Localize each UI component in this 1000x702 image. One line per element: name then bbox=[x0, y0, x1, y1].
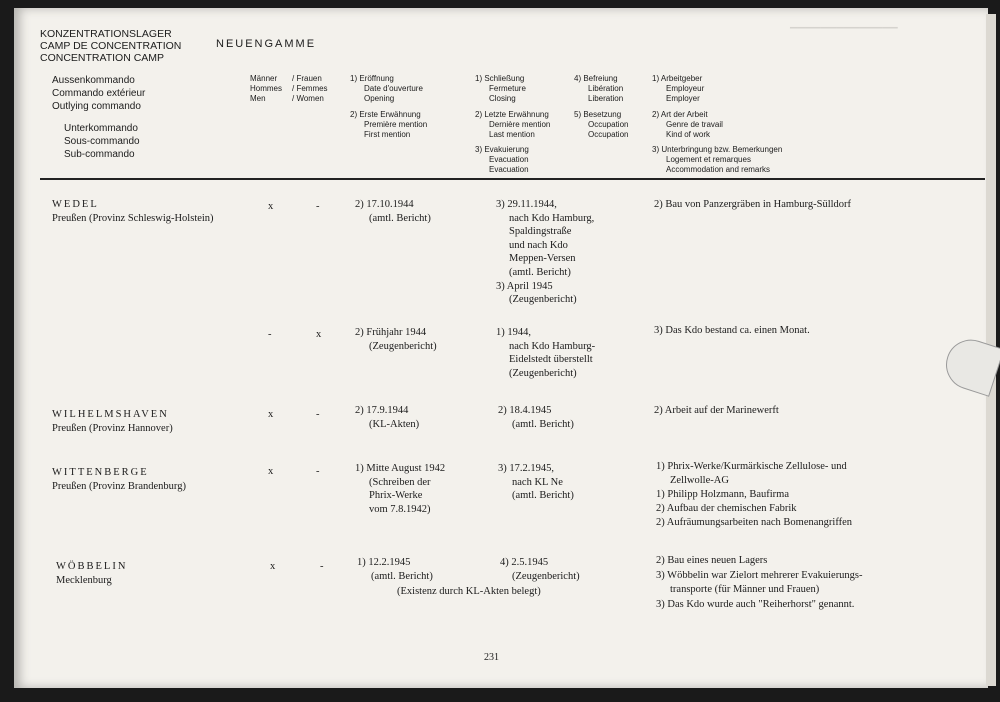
opening-line: 1) 12.2.1945 bbox=[357, 557, 411, 568]
unterkommando-label bbox=[64, 122, 140, 161]
header-line: Accommodation and remarks bbox=[666, 165, 771, 174]
entry-men-mark: x bbox=[268, 201, 274, 212]
header-line: Logement et remarques bbox=[666, 155, 751, 164]
entry-region: Preußen (Provinz Brandenburg) bbox=[52, 480, 186, 492]
entry-region: Preußen (Provinz Schleswig-Holstein) bbox=[52, 212, 214, 224]
col1-header-a bbox=[350, 74, 423, 104]
kommando-line: Outlying commando bbox=[52, 101, 141, 112]
header-line: Genre de travail bbox=[666, 120, 723, 129]
header-line: 2) Erste Erwähnung bbox=[350, 110, 421, 119]
header-line: Kind of work bbox=[666, 130, 711, 139]
header-line: Evacuation bbox=[489, 155, 529, 164]
entry-opening bbox=[355, 198, 431, 225]
header-line: Employer bbox=[666, 94, 700, 103]
entry-region: Mecklenburg bbox=[56, 574, 112, 586]
header-line: Liberation bbox=[588, 94, 624, 103]
header-line: Employeur bbox=[666, 84, 705, 93]
title-line: CONCENTRATION CAMP bbox=[40, 52, 165, 64]
gender-women-header bbox=[292, 74, 328, 104]
closing-line: (amtl. Bericht) bbox=[512, 490, 574, 502]
header-line: Closing bbox=[489, 94, 516, 103]
entry-closing bbox=[500, 556, 580, 583]
col4-header-b bbox=[652, 110, 723, 140]
entry-closing bbox=[498, 404, 574, 431]
entry-women-mark: - bbox=[316, 409, 320, 420]
header-line: Occupation bbox=[588, 130, 629, 139]
entry-remarks bbox=[654, 198, 851, 212]
opening-line: (amtl. Bericht) bbox=[371, 570, 433, 582]
page-number: 231 bbox=[484, 652, 499, 663]
entry-wittenberge-name-block bbox=[52, 466, 186, 493]
header-line: Première mention bbox=[364, 120, 428, 129]
entry-remarks bbox=[656, 460, 852, 530]
closing-line: (Zeugenbericht) bbox=[509, 294, 577, 306]
col2-header-b bbox=[475, 110, 550, 140]
title-line: CAMP DE CONCENTRATION bbox=[40, 40, 182, 52]
entry-women-mark: x bbox=[316, 329, 322, 340]
closing-line: Meppen-Versen bbox=[509, 253, 576, 265]
entry-remarks bbox=[654, 404, 779, 418]
closing-line: 3) 17.2.1945, bbox=[498, 463, 554, 474]
header-line: Opening bbox=[364, 94, 395, 103]
opening-line: 2) 17.10.1944 bbox=[355, 199, 414, 210]
entry-remarks bbox=[654, 324, 810, 338]
entry-closing bbox=[496, 198, 594, 307]
entry-remarks bbox=[656, 554, 863, 612]
remark-line: 3) Wöbbelin war Zielort mehrerer Evakuierungs- bbox=[656, 569, 863, 581]
closing-line: (Zeugenbericht) bbox=[512, 570, 580, 582]
closing-line: (Zeugenbericht) bbox=[509, 367, 577, 379]
remark-line: 3) Das Kdo bestand ca. einen Monat. bbox=[654, 325, 810, 336]
header-line: 1) Eröffnung bbox=[350, 74, 394, 83]
closing-line: 3) 29.11.1944, bbox=[496, 199, 557, 210]
opening-line: Phrix-Werke bbox=[369, 490, 423, 502]
entry-women-mark: - bbox=[316, 466, 320, 477]
col1-header-b bbox=[350, 110, 427, 140]
header-line: Evacuation bbox=[489, 165, 529, 174]
camp-name: NEUENGAMME bbox=[216, 38, 317, 50]
header-line: Last mention bbox=[489, 130, 535, 139]
entry-men-mark: x bbox=[270, 561, 276, 572]
header-divider bbox=[40, 178, 985, 180]
opening-line: 2) 17.9.1944 bbox=[355, 405, 409, 416]
closing-line: Spaldingstraße bbox=[509, 226, 572, 238]
header-line: 2) Letzte Erwähnung bbox=[475, 110, 549, 119]
entry-closing bbox=[498, 462, 574, 503]
gender-men-header bbox=[250, 74, 282, 104]
entry-women-mark: - bbox=[320, 561, 324, 572]
opening-line: vom 7.8.1942) bbox=[369, 503, 431, 515]
entry-wedel-name-block bbox=[52, 198, 214, 225]
header-line: 4) Befreiung bbox=[574, 74, 618, 83]
remark-line: 1) Phrix-Werke/Kurmärkische Zellulose- und bbox=[656, 461, 847, 472]
opening-line: (amtl. Bericht) bbox=[369, 212, 431, 224]
remark-line: 2) Arbeit auf der Marinewerft bbox=[654, 405, 779, 416]
header-line: 1) Schließung bbox=[475, 74, 525, 83]
remark-line: 3) Das Kdo wurde auch "Reiherhorst" genannt. bbox=[656, 598, 855, 610]
header-line: Libération bbox=[588, 84, 624, 93]
header-line: 3) Evakuierung bbox=[475, 145, 529, 154]
entry-name: WILHELMSHAVEN bbox=[52, 409, 169, 420]
closing-line: 2) 18.4.1945 bbox=[498, 405, 552, 416]
kommando-line: Commando extérieur bbox=[52, 88, 146, 99]
closing-line: nach KL Ne bbox=[512, 476, 563, 488]
unterkommando-line: Sous-commando bbox=[64, 136, 140, 147]
title-line: KONZENTRATIONSLAGER bbox=[40, 28, 172, 40]
closing-line: nach Kdo Hamburg- bbox=[509, 340, 596, 352]
header-line: 5) Besetzung bbox=[574, 110, 622, 119]
remark-line: Zellwolle-AG bbox=[670, 475, 729, 486]
header-line: 3) Unterbringung bzw. Bemerkungen bbox=[652, 145, 783, 154]
entry-name: WÖBBELIN bbox=[56, 561, 128, 572]
entry-closing bbox=[496, 326, 595, 380]
entry-men-mark: x bbox=[268, 409, 274, 420]
entry-men-mark: - bbox=[268, 329, 272, 340]
col4-header-a bbox=[652, 74, 704, 104]
closing-line: (amtl. Bericht) bbox=[509, 266, 571, 278]
kommando-label bbox=[52, 74, 145, 113]
closing-line: (amtl. Bericht) bbox=[512, 418, 574, 430]
closing-line: nach Kdo Hamburg, bbox=[509, 212, 595, 224]
entry-opening bbox=[355, 404, 419, 431]
header-line: Dernière mention bbox=[489, 120, 551, 129]
header-title bbox=[40, 28, 181, 64]
entry-opening bbox=[355, 462, 445, 516]
entry-wobbelin-name-block bbox=[56, 560, 127, 587]
col3-header-b bbox=[574, 110, 628, 140]
entry-existence-note: (Existenz durch KL-Akten belegt) bbox=[397, 586, 541, 597]
opening-line: (KL-Akten) bbox=[369, 418, 420, 430]
header-line: Men bbox=[250, 94, 266, 103]
closing-line: 3) April 1945 bbox=[496, 280, 553, 292]
closing-line: 1) 1944, bbox=[496, 327, 531, 338]
header-line: Fermeture bbox=[489, 84, 526, 93]
remark-line: 2) Bau eines neuen Lagers bbox=[656, 555, 768, 566]
opening-line: (Zeugenbericht) bbox=[369, 340, 437, 352]
entry-opening bbox=[357, 556, 433, 583]
header-line: / Femmes bbox=[292, 84, 328, 93]
opening-line: (Schreiben der bbox=[369, 476, 431, 488]
header-line: 2) Art der Arbeit bbox=[652, 110, 708, 119]
header-line: Date d'ouverture bbox=[364, 84, 423, 93]
remark-line: transporte (für Männer und Frauen) bbox=[670, 584, 820, 595]
closing-line: und nach Kdo bbox=[509, 239, 568, 251]
kommando-line: Aussenkommando bbox=[52, 75, 135, 86]
entry-name: WITTENBERGE bbox=[52, 467, 149, 478]
col3-header-a bbox=[574, 74, 623, 104]
header-line: / Frauen bbox=[292, 74, 322, 83]
header-line: Occupation bbox=[588, 120, 629, 129]
entry-wilhelmshaven-name-block bbox=[52, 408, 173, 435]
remark-line: 2) Bau von Panzergräben in Hamburg-Sülldorf bbox=[654, 199, 852, 210]
entry-opening bbox=[355, 326, 437, 353]
closing-line: 4) 2.5.1945 bbox=[500, 557, 549, 568]
header-line: / Women bbox=[292, 94, 324, 103]
entry-name: WEDEL bbox=[52, 199, 99, 210]
entry-region: Preußen (Provinz Hannover) bbox=[52, 422, 173, 434]
closing-line: Eidelstedt überstellt bbox=[509, 354, 593, 366]
col2-header-c bbox=[475, 145, 529, 175]
header-line: 1) Arbeitgeber bbox=[652, 74, 703, 83]
opening-line: 2) Frühjahr 1944 bbox=[355, 327, 427, 338]
remark-line: 2) Aufbau der chemischen Fabrik bbox=[656, 503, 797, 514]
col2-header-a bbox=[475, 74, 526, 104]
unterkommando-line: Unterkommando bbox=[64, 123, 138, 134]
unterkommando-line: Sub-commando bbox=[64, 149, 135, 160]
remark-line: 2) Aufräumungsarbeiten nach Bomenangriffen bbox=[656, 517, 853, 528]
header-line: Hommes bbox=[250, 84, 283, 93]
entry-women-mark: - bbox=[316, 201, 320, 212]
bleedthrough-text: ▁▁▁▁▁▁▁▁▁▁▁▁▁▁ bbox=[790, 18, 898, 29]
opening-line: 1) Mitte August 1942 bbox=[355, 463, 446, 474]
header-line: First mention bbox=[364, 130, 411, 139]
header-line: Männer bbox=[250, 74, 278, 83]
entry-men-mark: x bbox=[268, 466, 274, 477]
remark-line: 1) Philipp Holzmann, Baufirma bbox=[656, 489, 789, 500]
col4-header-c bbox=[652, 145, 782, 175]
